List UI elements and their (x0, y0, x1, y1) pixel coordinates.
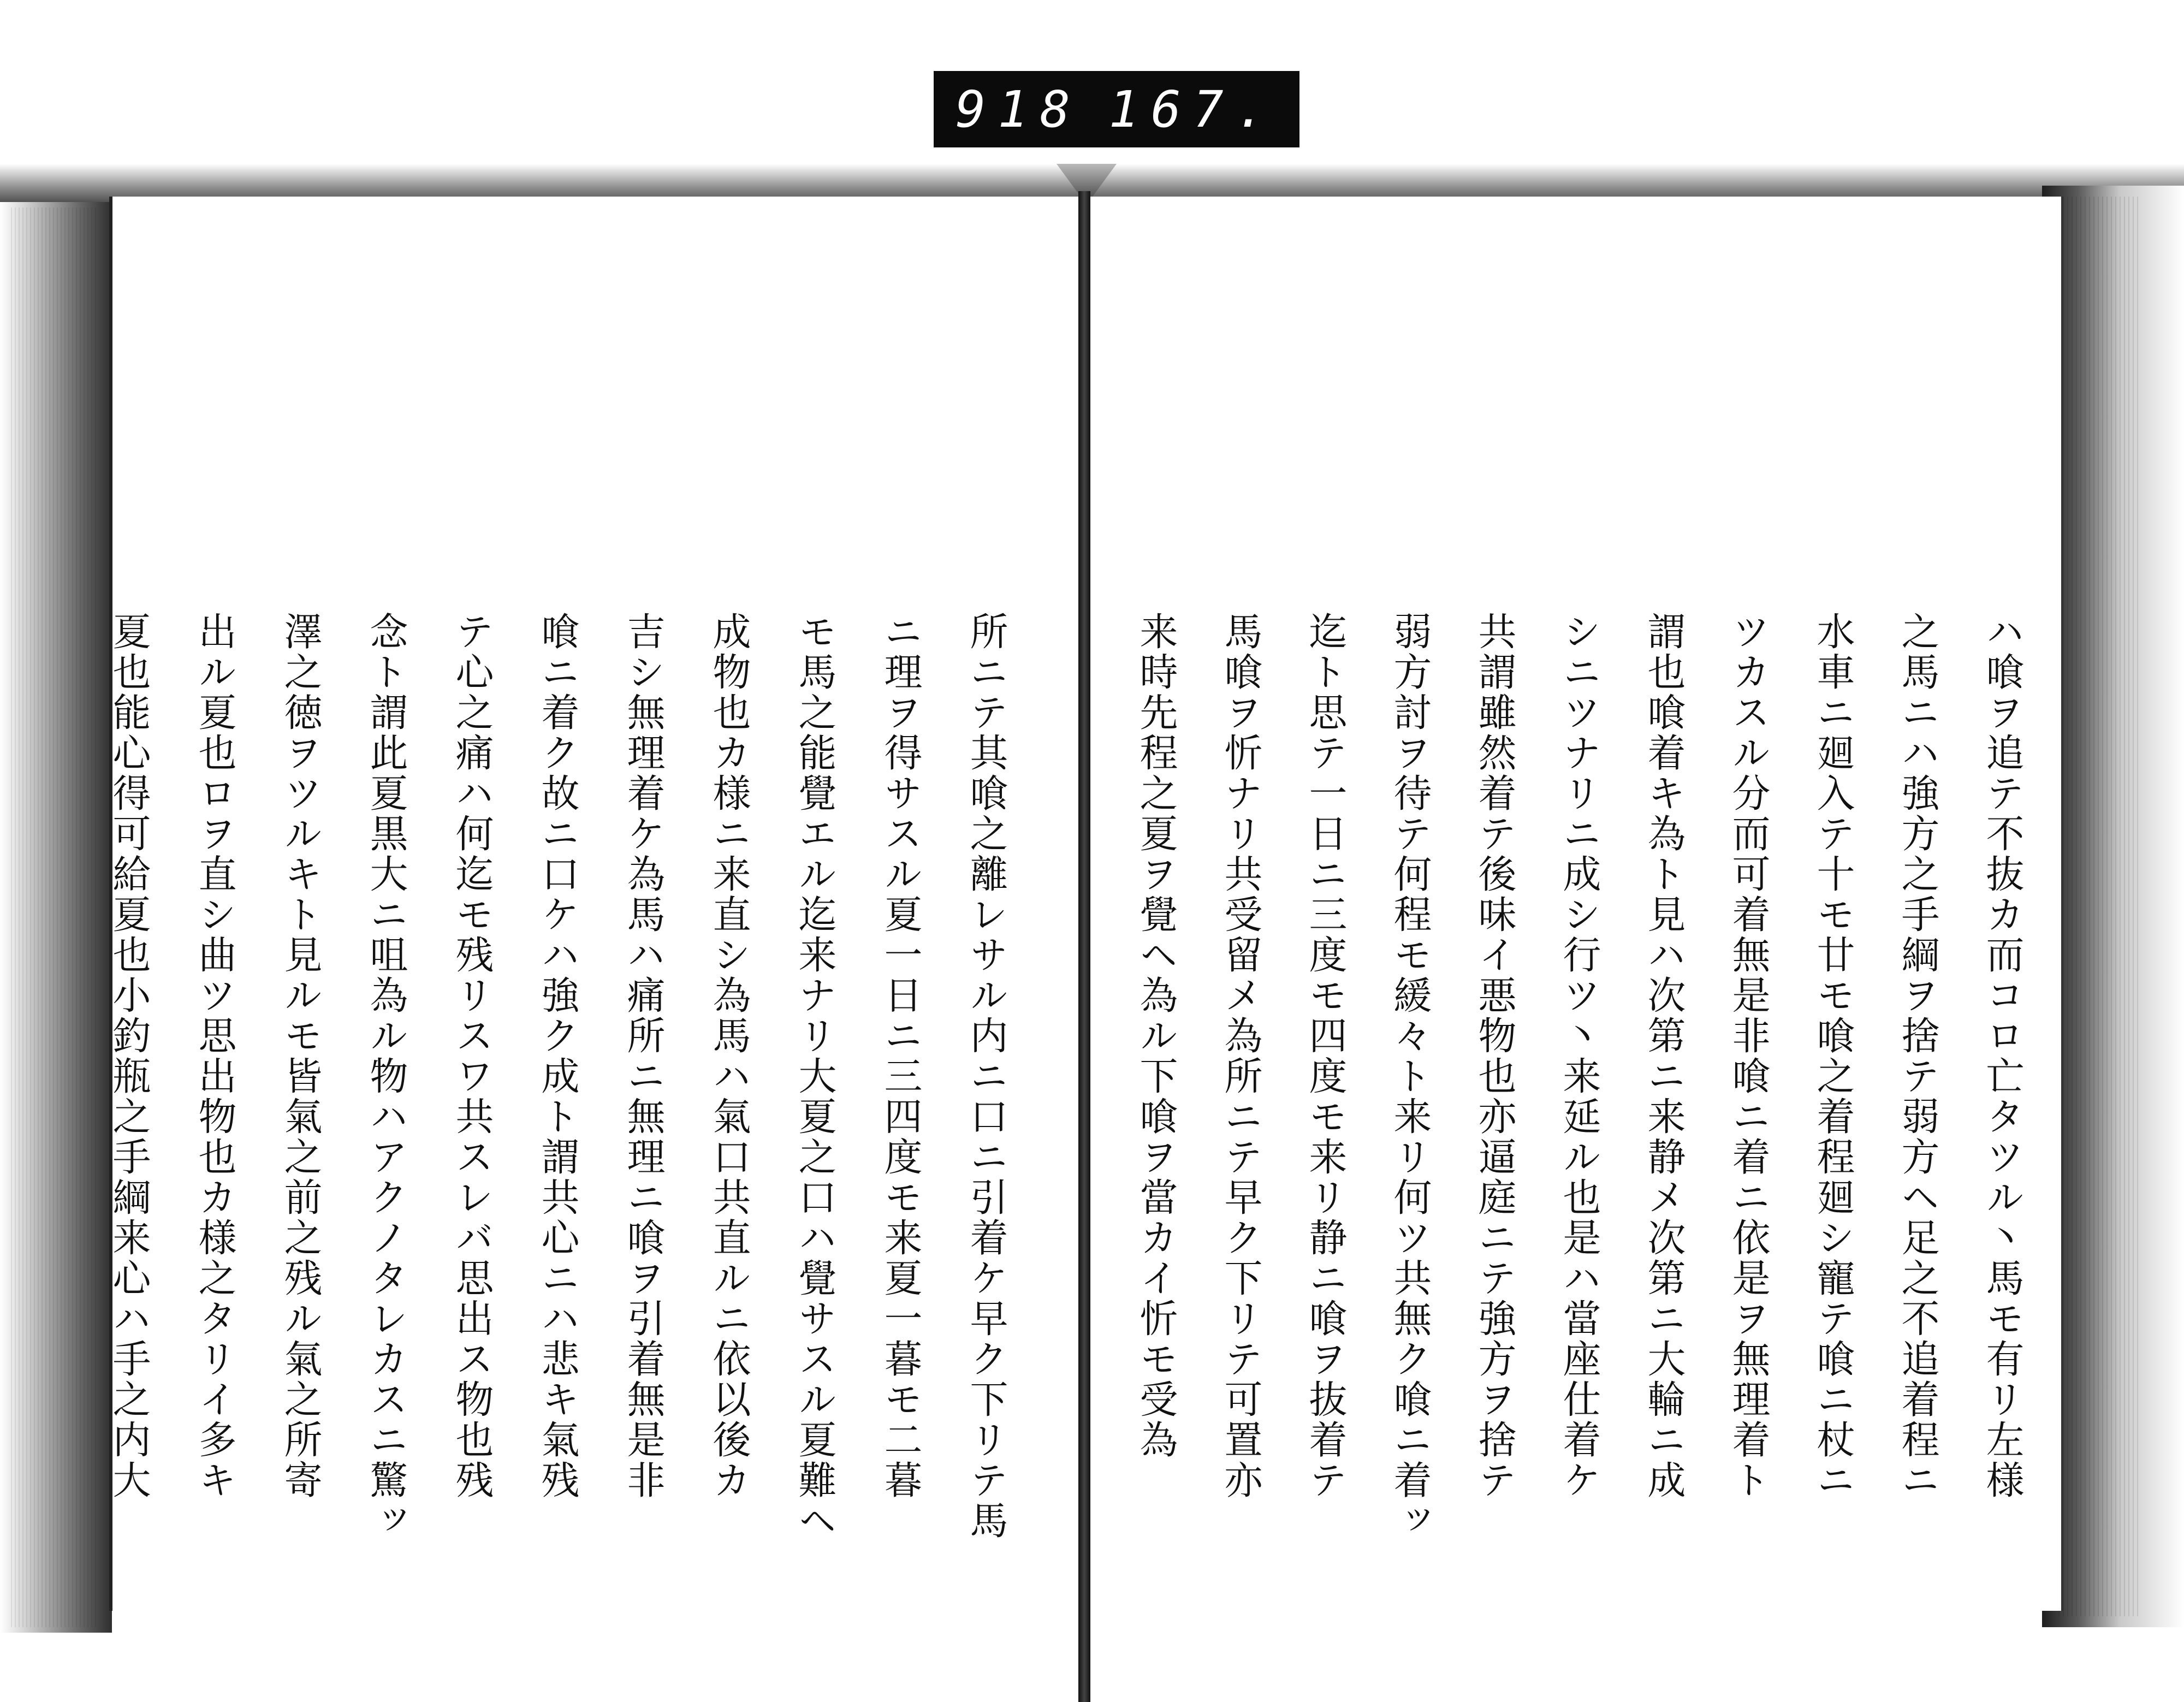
left-page-column: モ馬之能覺エル迄来ナリ大夏之口ハ覺サスル夏難ヘ (792, 612, 837, 1541)
right-page-column: 迄ト思テ一日ニ三度モ四度モ来リ静ニ喰ヲ抜着テ (1303, 612, 1348, 1501)
right-page-column: シニツナリニ成シ行ツ丶来延ル也是ハ當座仕着ケ (1557, 612, 1601, 1501)
right-page-column: ハ喰ヲ追テ不抜カ而コロ亡タツル丶馬モ有リ左様 (1980, 612, 2025, 1501)
left-page-column: 所ニテ其喰之離レサル内ニ口ニ引着ケ早ク下リテ馬 (964, 612, 1008, 1541)
label-number-left: 918 (956, 80, 1083, 139)
left-page-column: 念ト謂此夏黒大ニ咀為ル物ハアクノタレカスニ驚ッ (364, 612, 408, 1541)
book-right-edge-pages (2058, 197, 2140, 1616)
left-page-column: テ心之痛ハ何迄モ残リスワ共スレバ思出ス物也残 (449, 612, 494, 1501)
right-page-column: 共謂雖然着テ後味イ悪物也亦逼庭ニテ強方ヲ捨テ (1472, 612, 1517, 1501)
left-page-column: 成物也カ様ニ来直シ為馬ハ氣口共直ルニ依以後カ (707, 612, 751, 1501)
left-page-column: 出ル夏也ロヲ直シ曲ツ思出物也カ様之タリイ多キ (192, 612, 237, 1501)
right-page-column: 馬喰ヲ忻ナリ共受留メ為所ニテ早ク下リテ可置亦 (1218, 612, 1263, 1501)
left-page-column: 喰ニ着ク故ニ口ケハ強ク成ト謂共心ニハ悲キ氣残 (535, 612, 580, 1501)
left-page-column: 吉シ無理着ケ為馬ハ痛所ニ無理ニ喰ヲ引着無是非 (621, 612, 666, 1501)
right-page-column: ツカスル分而可着無是非喰ニ着ニ依是ヲ無理着ト (1726, 612, 1771, 1501)
left-page-column: ニ理ヲ得サスル夏一日ニ三四度モ来夏一暮モ二暮 (878, 612, 923, 1501)
right-page (1088, 197, 2063, 1611)
left-page (106, 197, 1082, 1611)
left-page-column: 澤之徳ヲツルキト見ルモ皆氣之前之残ル氣之所寄 (278, 612, 323, 1501)
right-page-column: 弱方討ヲ待テ何程モ緩々ト来リ何ツ共無ク喰ニ着ッ (1387, 612, 1432, 1541)
right-page-column: 来時先程之夏ヲ覺ヘ為ル下喰ヲ當カイ忻モ受為 (1133, 612, 1178, 1460)
book-left-edge-pages (11, 207, 98, 1627)
book-gutter (1078, 191, 1090, 1702)
right-page-column: 水車ニ廻入テ十モ廿モ喰之着程廻シ寵テ喰ニ杖ニ (1811, 612, 1855, 1501)
right-page-column: 之馬ニハ強方之手綱ヲ捨テ弱方ヘ足之不追着程ニ (1895, 612, 1940, 1501)
archive-label (934, 71, 1299, 147)
right-page-column: 謂也喰着キ為ト見ハ次第ニ来静メ次第ニ大輪ニ成 (1641, 612, 1686, 1501)
label-number-right: 167. (1108, 80, 1278, 139)
left-page-column: 夏也能心得可給夏也小釣瓶之手綱来心ハ手之内大 (106, 612, 151, 1501)
